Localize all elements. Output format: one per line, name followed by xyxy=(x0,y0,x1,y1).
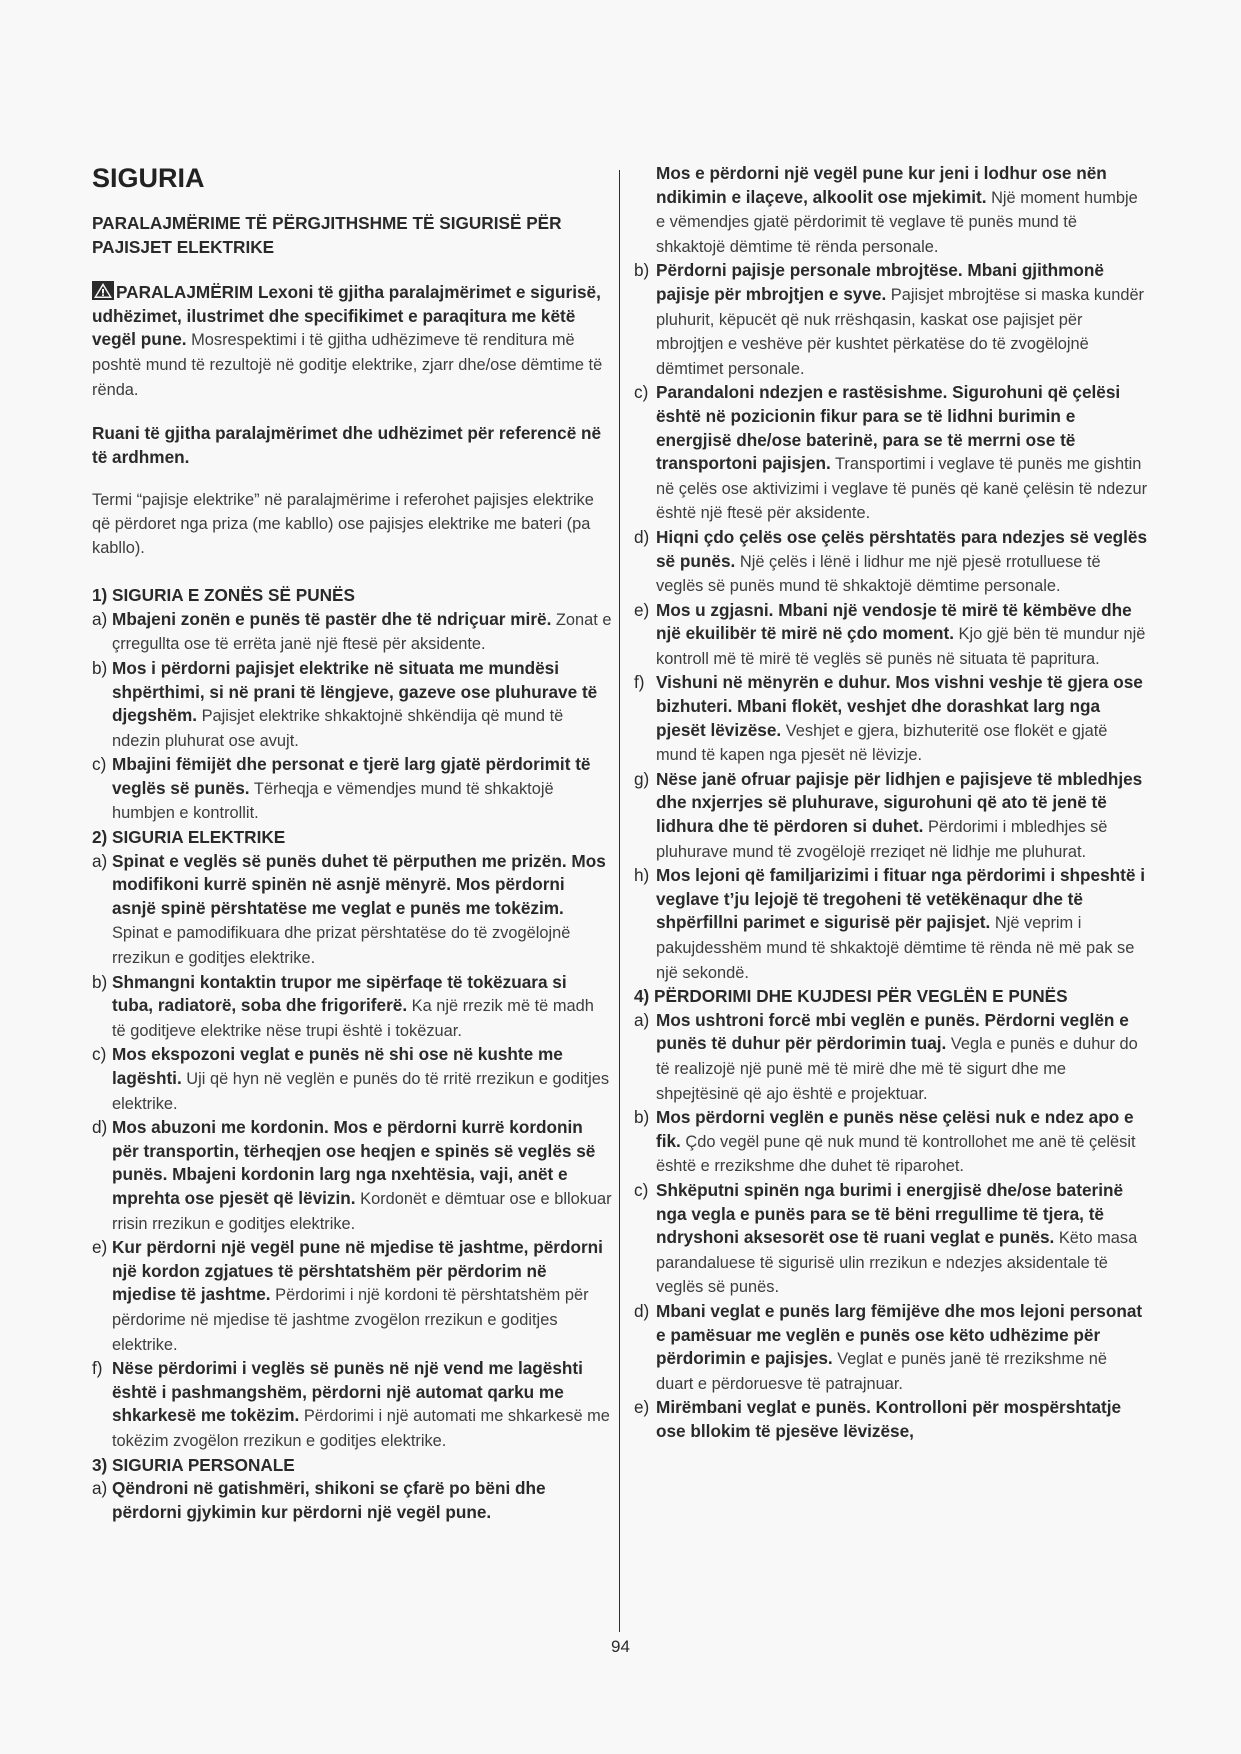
list-item: a) Spinat e veglës së punës duhet të përputhen me prizën. Mos modifikoni kurrë spinën në asnjë mënyrë. Mos përdorni asnjë spinë përshtatëse me veglat e punës me tokëzim. Spinat e pamodifikuara dhe prizat përshtatëse do të zvogëlojnë rrezikun e goditjes elektrike. xyxy=(92,850,606,968)
list-item: b) Shmangni kontaktin trupor me sipërfaqe të tokëzuara si tuba, radiatorë, soba dhe frigoriferë. Ka një rrezik më të madh të goditjeve elektrike nëse trupi është i tokëzuar. xyxy=(92,971,594,1040)
electrical-list xyxy=(92,850,612,1454)
personal-list-left xyxy=(92,1477,612,1525)
section-subtitle: PARALAJMËRIME TË PËRGJITHSHME TË SIGURISË PËR PAJISJET ELEKTRIKE xyxy=(92,213,562,257)
warning-normal-text: Mosrespektimi i të gjitha udhëzimeve të renditura më poshtë mund të rezultojë në goditje elektrike, zjarr dhe/ose dëmtime të rënda. xyxy=(92,331,603,399)
list-item: g) Nëse janë ofruar pajisje për lidhjen e pajisjeve të mbledhjes dhe nxjerrjes së pluhurave, sigurohuni që ato të jenë të lidhura dhe të përdoren si duhet. Përdorimi i mbledhjes së pluhurave mund të zvogëlojë rreziqet në lidhje me pluhurat. xyxy=(634,768,1143,861)
term-definition: Termi “pajisje elektrike” në paralajmërime i referohet pajisjes elektrike që përdoret nga priza (me kabllo) ose pajisjes elektrike me bateri (pa kabllo). xyxy=(92,491,594,557)
warning-paragraph xyxy=(92,281,612,402)
tool-use-list xyxy=(634,1009,1148,1445)
list-item: f) Vishuni në mënyrën e duhur. Mos vishni veshje të gjera ose bizhuteri. Mbani flokët, veshjet dhe dorashkat larg nga pjesët lëvizëse. Veshjet e gjera, bizhuteritë ose flokët e gjatë mund të kapen nga pjesët në lëvizje. xyxy=(634,672,1143,765)
list-item: a) Mbajeni zonën e punës të pastër dhe të ndriçuar mirë. Zonat e çrregullta ose të errëta janë një ftesë për aksidente. xyxy=(92,608,612,654)
page-number: 94 xyxy=(611,1637,630,1656)
list-item-continuation: Mos e përdorni një vegël pune kur jeni i lodhur ose nën ndikimin e ilaçeve, alkoolit ose mjekimit. Një moment humbje e vëmendjes gjatë përdorimit të veglave të punës mund të shkaktojë dëmtime të rënda personale. xyxy=(656,163,1138,256)
list-item: c) Shkëputni spinën nga burimi i energjisë dhe/ose baterinë nga vegla e punës para se të bëni rregullime të tjera, të ndryshoni aksesorët ose të ruani veglat e punës. Këto masa parandaluese të sigurisë ulin rrezikun e ndezjes aksidentale të veglës së punës. xyxy=(634,1179,1138,1297)
list-item: b) Mos përdorni veglën e punës nëse çelësi nuk e ndez apo e fik. Çdo vegël pune që nuk mund të kontrollohet me anë të çelësit është e rrezikshme dhe duhet të riparohet. xyxy=(634,1107,1136,1176)
list-item: h) Mos lejoni që familjarizimi i fituar nga përdorimi i shpeshtë i veglave t’ju lejojë të tregoheni të vetëkënaqur dhe të shpërfillni parimet e sigurisë për pajisjet. Një veprim i pakujdesshëm mund të shkaktojë dëmtime të rënda në më pak se një sekondë. xyxy=(634,865,1145,982)
section-heading-tool-use: 4) PËRDORIMI DHE KUJDESI PËR VEGLËN E PUNËS xyxy=(634,986,1068,1007)
warning-label: PARALAJMËRIM xyxy=(116,282,254,303)
warning-bold-text: Lexoni të gjitha paralajmërimet e sigurisë, udhëzimet, ilustrimet dhe specifikimet e paraqitura me këtë vegël pune. xyxy=(92,282,601,350)
left-column xyxy=(92,162,612,1525)
list-item: e) Mirëmbani veglat e punës. Kontrolloni për mospërshtatje ose bllokim të pjesëve lëvizëse, xyxy=(634,1397,1122,1441)
personal-list-right xyxy=(634,259,1148,985)
list-item: e) Kur përdorni një vegël pune në mjedise të jashtme, përdorni një kordon zgjatues të përshtatshëm për përdorim në mjedise të jashtme. Përdorimi i një kordoni të përshtatshëm për përdorime në mjedise të jashtme zvogëlon rrezikun e goditjes elektrike. xyxy=(92,1237,603,1354)
list-item: c) Mbajini fëmijët dhe personat e tjerë larg gjatë përdorimit të veglës së punës. Tërheqja e vëmendjes mund të shkaktojë humbjen e kontrollit. xyxy=(92,754,591,823)
warning-triangle-icon xyxy=(92,281,114,300)
work-area-list xyxy=(92,608,612,826)
list-item: a) Qëndroni në gatishmëri, shikoni se çfarë po bëni dhe përdorni gjykimin kur përdorni një vegël pune. xyxy=(92,1478,546,1522)
keep-instructions: Ruani të gjitha paralajmërimet dhe udhëzimet për referencë në të ardhmen. xyxy=(92,423,602,467)
column-divider xyxy=(619,170,620,1632)
list-item: d) Mos abuzoni me kordonin. Mos e përdorni kurrë kordonin për transportin, tërheqjen ose heqjen e spinës së veglës së punës. Mbajeni kordonin larg nga nxehtësia, vaji, anët e mprehta ose pjesët që lëvizin. Kordonët e dëmtuar ose e bllokuar rrisin rrezikun e goditjes elektrike. xyxy=(92,1117,612,1233)
list-item: c) Parandaloni ndezjen e rastësishme. Sigurohuni që çelësi është në pozicionin fikur para se të lidhni burimin e energjisë dhe/ose baterinë, para se të merrni ose të transportoni pajisjen. Transportimi i veglave të punës me gishtin në çelës ose aktivizimi i veglave të punës që kanë çelësin të ndezur është një ftesë për aksidente. xyxy=(634,382,1148,523)
list-item: b) Përdorni pajisje personale mbrojtëse. Mbani gjithmonë pajisje për mbrojtjen e syve. Pajisjet mbrojtëse si maska kundër pluhurit, këpucët që nuk rrëshqasin, kaskat ose pajisjet për mbrojtjen e veshëve për kushtet përkatëse do të zvogëlojnë dëmtimet personale. xyxy=(634,260,1145,378)
section-heading-electrical: 2) SIGURIA ELEKTRIKE xyxy=(92,827,286,848)
list-item: d) Mbani veglat e punës larg fëmijëve dhe mos lejoni personat e pamësuar me veglën e punës ose këto udhëzime për përdorimin e pajisjes. Veglat e punës janë të rrezikshme në duart e përdoruesve të patrajnuar. xyxy=(634,1300,1143,1393)
page-title: SIGURIA xyxy=(92,163,205,193)
list-item: e) Mos u zgjasni. Mbani një vendosje të mirë të këmbëve dhe një ekuilibër të mirë në çdo moment. Kjo gjë bën të mundur një kontroll më të mirë të veglës së punës në situata të papritura. xyxy=(634,599,1146,668)
list-item: f) Nëse përdorimi i veglës së punës në një vend me lagështi është i pashmangshëm, përdorni një automat qarku me shkarkesë me tokëzim. Përdorimi i një automati me shkarkesë me tokëzim zvogëlon rrezikun e goditjes elektrike. xyxy=(92,1358,610,1450)
section-heading-personal: 3) SIGURIA PERSONALE xyxy=(92,1454,295,1475)
right-column xyxy=(634,162,1148,1444)
list-item: d) Hiqni çdo çelës ose çelës përshtatës para ndezjes së veglës së punës. Një çelës i lënë i lidhur me një pjesë rrotulluese të veglës së punës mund të shkaktojë dëmtime personale. xyxy=(634,526,1148,596)
section-heading-work-area: 1) SIGURIA E ZONËS SË PUNËS xyxy=(92,585,355,606)
list-item: c) Mos ekspozoni veglat e punës në shi ose në kushte me lagështi. Uji që hyn në veglën e punës do të rritë rrezikun e goditjes elektrike. xyxy=(92,1044,610,1113)
list-item: b) Mos i përdorni pajisjet elektrike në situata me mundësi shpërthimi, si në prani të lëngjeve, gazeve ose pluhurave të djegshëm. Pajisjet elektrike shkaktojnë shkëndija që mund të ndezin pluhurat ose avujt. xyxy=(92,657,598,750)
list-item: a) Mos ushtroni forcë mbi veglën e punës. Përdorni veglën e punës të duhur për përdorimin tuaj. Vegla e punës e duhur do të realizojë një punë më të mirë dhe më të sigurt dhe me shpejtësinë që ajo është e projektuar. xyxy=(634,1009,1138,1103)
